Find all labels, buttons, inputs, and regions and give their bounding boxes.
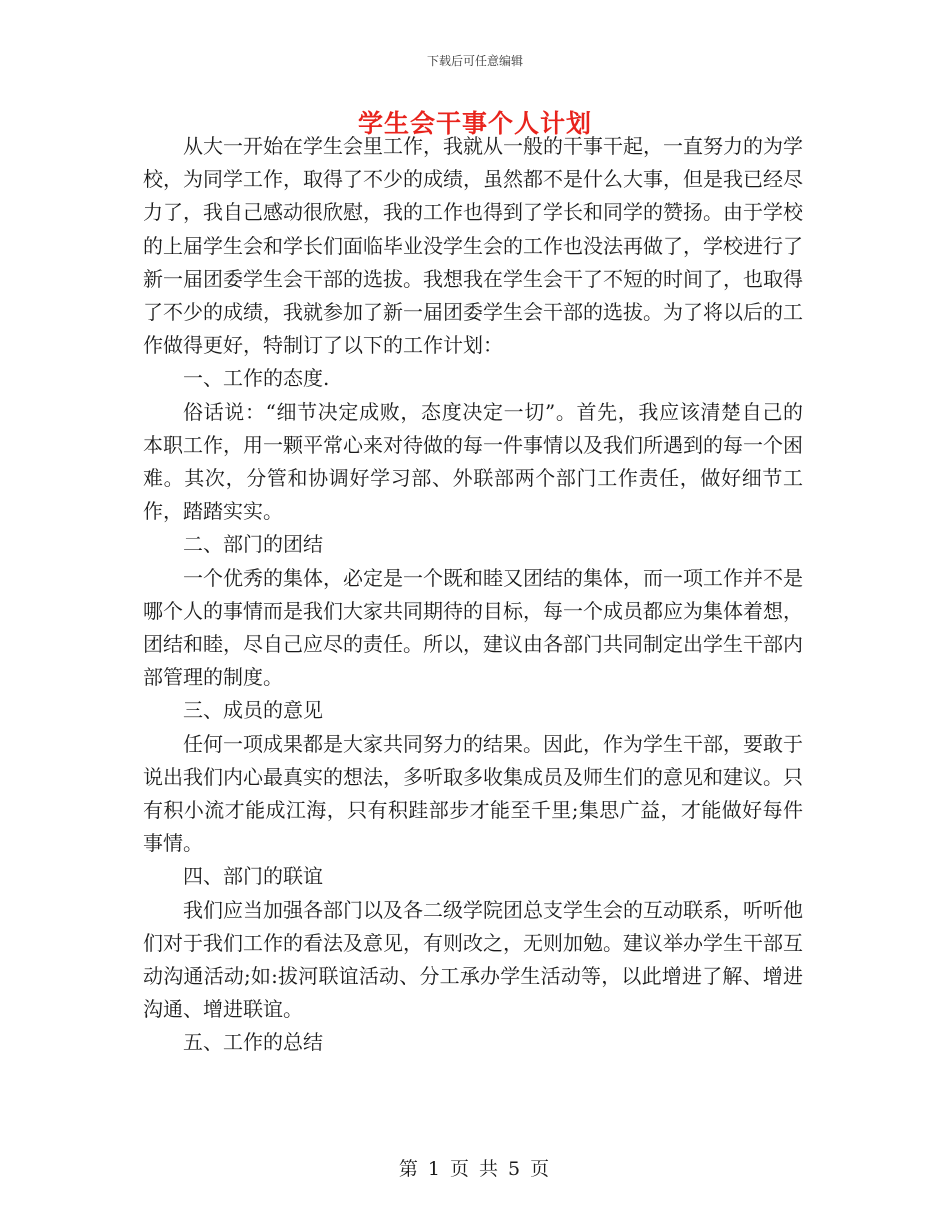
document-title: 学生会干事个人计划 xyxy=(357,109,592,138)
section-paragraph-1: 俗话说：“细节决定成败，态度决定一切”。首先，我应该清楚自己的本职工作，用一颗平常心来对待做的每一件事情以及我们所遇到的每一个困难。其次，分管和协调好学习部、外联部两个部门工作责任，做好细节工作，踏踏实实。 xyxy=(143,399,803,524)
document-body xyxy=(143,130,803,1060)
section-heading-4: 四、部门的联谊 xyxy=(183,864,323,889)
section-paragraph-4: 我们应当加强各部门以及各二级学院团总支学生会的互动联系，听听他们对于我们工作的看法及意见，有则改之，无则加勉。建议举办学生干部互动沟通活动;如:拔河联谊活动、分工承办学生活动等，以此增进了解、增进沟通、增进联谊。 xyxy=(143,897,803,1022)
section-heading-1: 一、工作的态度. xyxy=(183,366,330,391)
page-header-note: 下载后可任意编辑 xyxy=(426,54,523,68)
section-heading-2: 二、部门的团结 xyxy=(183,532,323,557)
intro-paragraph: 从大一开始在学生会里工作，我就从一般的干事干起，一直努力的为学校，为同学工作，取得了不少的成绩，虽然都不是什么大事，但是我已经尽力了，我自己感动很欣慰，我的工作也得到了学长和同学的赞扬。由于学校的上届学生会和学长们面临毕业没学生会的工作也没法再做了，学校进行了新一届团委学生会干部的选拔。我想我在学生会干了不短的时间了，也取得了不少的成绩，我就参加了新一届团委学生会干部的选拔。为了将以后的工作做得更好，特制订了以下的工作计划： xyxy=(143,134,803,358)
section-heading-5: 五、工作的总结 xyxy=(183,1030,323,1055)
section-paragraph-3: 任何一项成果都是大家共同努力的结果。因此，作为学生干部，要敢于说出我们内心最真实的想法，多听取多收集成员及师生们的意见和建议。只有积小流才能成江海，只有积跬部步才能至千里;集思广益，才能做好每件事情。 xyxy=(143,731,803,856)
page-number-footer: 第 1 页 共 5 页 xyxy=(398,1158,552,1180)
section-paragraph-2: 一个优秀的集体，必定是一个既和睦又团结的集体，而一项工作并不是哪个人的事情而是我们大家共同期待的目标，每一个成员都应为集体着想，团结和睦，尽自己应尽的责任。所以，建议由各部门共同制定出学生干部内部管理的制度。 xyxy=(143,565,803,690)
section-heading-3: 三、成员的意见 xyxy=(183,698,323,723)
